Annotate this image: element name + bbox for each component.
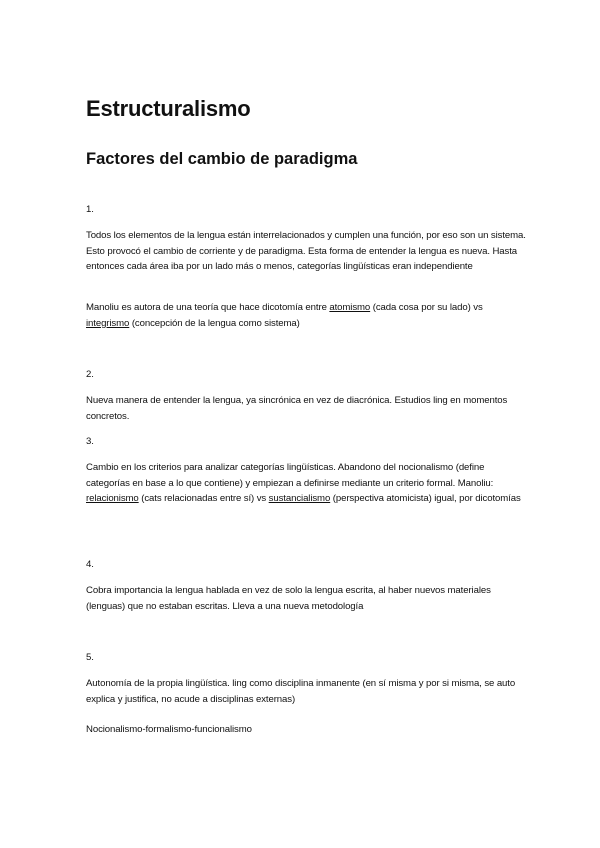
- item-number-2: 2.: [86, 369, 94, 380]
- text: Manoliu es autora de una teoría que hace dicotomía entre: [86, 302, 330, 313]
- item-number-1: 1.: [86, 204, 94, 215]
- text: (perspectiva atomicista) igual, por dicotomías: [330, 493, 521, 505]
- paragraph-5: Autonomía de la propia lingüística. ling como disciplina inmanente (en sí misma y por si misma, se auto explica y justifica, no acude a disciplinas externas): [86, 678, 516, 705]
- item-number-5: 5.: [86, 652, 94, 663]
- closing-line: Nocionalismo-formalismo-funcionalismo: [86, 724, 252, 735]
- document-title: Estructuralismo: [86, 96, 251, 121]
- term-atomismo: atomismo: [329, 302, 371, 313]
- paragraph-1-manoliu: [86, 300, 526, 331]
- text: (concepción de la lengua como sistema): [129, 317, 300, 329]
- text: Cambio en los criterios para analizar categorías lingüísticas. Abandono del nocionalismo (define categorías en base a lo que contiene) y empiezan a definirse mediante un criterio formal. Manoliu:: [86, 462, 494, 489]
- term-relacionismo: relacionismo: [86, 493, 139, 505]
- text: (cats relacionadas entre sí) vs: [138, 493, 269, 505]
- item-number-4: 4.: [86, 559, 94, 570]
- item-number-3: 3.: [86, 436, 94, 447]
- paragraph-4: Cobra importancia la lengua hablada en vez de solo la lengua escrita, al haber nuevos materiales (lenguas) que no estaban escritas. Lleva a una nueva metodología: [86, 585, 491, 612]
- section-heading: Factores del cambio de paradigma: [86, 150, 358, 168]
- term-integrismo: integrismo: [86, 317, 130, 329]
- text: (cada cosa por su lado) vs: [370, 302, 483, 313]
- term-sustancialismo: sustancialismo: [268, 493, 331, 505]
- paragraph-3: [86, 460, 526, 507]
- paragraph-2: Nueva manera de entender la lengua, ya sincrónica en vez de diacrónica. Estudios ling en momentos concretos.: [86, 395, 508, 422]
- paragraph-1: Todos los elementos de la lengua están interrelacionados y cumplen una función, por eso son un sistema. Esto provocó el cambio de corriente y de paradigma. Esta forma de entender la lengua es nueva. Hasta entonces cada área iba por un lado más o menos, categorías lingüísticas eran independiente: [86, 230, 526, 273]
